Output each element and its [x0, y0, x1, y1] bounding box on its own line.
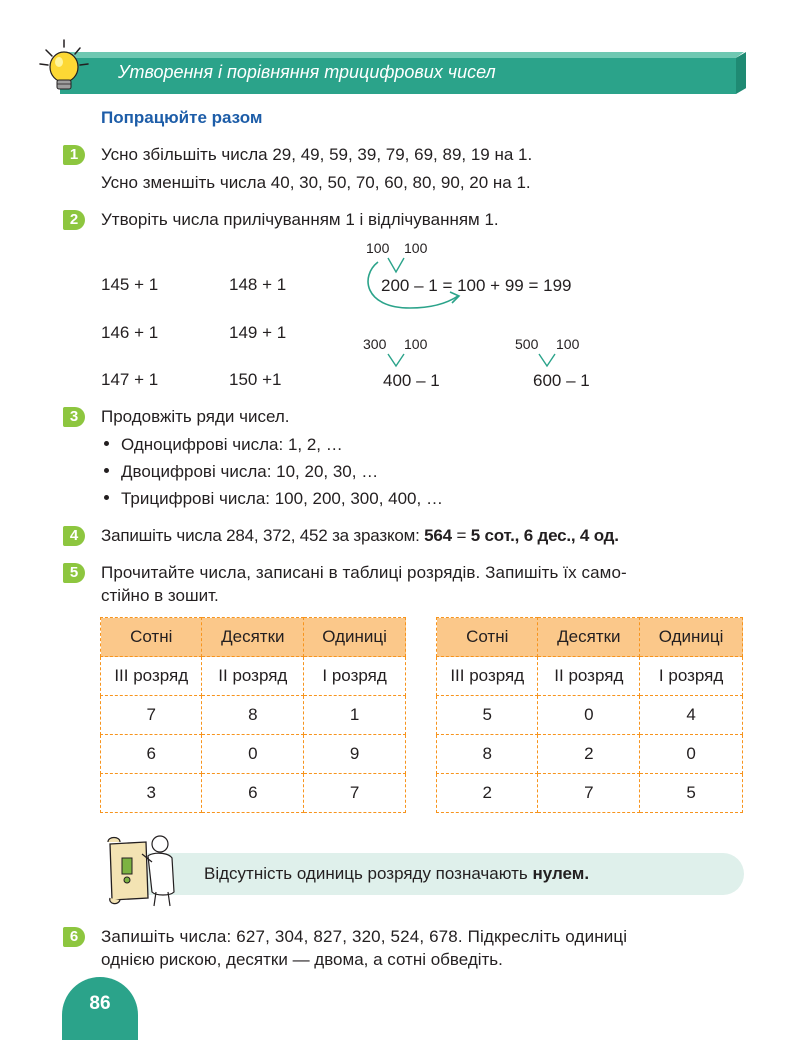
rank-cell: II розряд	[202, 657, 304, 696]
ex3-expression: 600 – 1	[533, 371, 590, 390]
lightbulb-icon	[34, 36, 94, 96]
task-1-line-1: Усно збільшіть числа 29, 49, 59, 39, 79, 69, 89, 19 на 1.	[101, 145, 533, 164]
banner-side-face	[736, 52, 746, 94]
digit-cell: 5	[640, 774, 743, 813]
task-2-number: 2	[63, 210, 85, 230]
header-hundreds: Сотні	[101, 618, 202, 657]
header-units: Одиниці	[304, 618, 406, 657]
task-5-line-1: Прочитайте числа, записані в таблиці розрядів. Запишіть їх само-	[101, 563, 627, 582]
table-row	[101, 774, 406, 813]
task-6-line-2: однією рискою, десятки — двома, а сотні обведіть.	[101, 950, 503, 969]
ex2-part-2: 100	[404, 336, 428, 352]
task-1-number: 1	[63, 145, 85, 165]
digit-cell: 1	[304, 696, 406, 735]
digit-cell: 2	[437, 774, 538, 813]
ex3-split-lines	[535, 352, 565, 370]
table-rank-row	[437, 657, 743, 696]
ex2-split-lines	[384, 352, 414, 370]
table-row	[101, 735, 406, 774]
digits-table-2	[436, 617, 743, 813]
digit-cell: 0	[202, 735, 304, 774]
task-2-expr-5: 147 + 1	[101, 370, 159, 389]
rank-cell: I розряд	[304, 657, 406, 696]
bullet-icon	[104, 495, 109, 500]
digit-cell: 0	[640, 735, 743, 774]
sample-equation: 200 – 1 = 100 + 99 = 199	[381, 276, 572, 295]
table-rank-row	[101, 657, 406, 696]
task-3-bullet-3: Трицифрові числа: 100, 200, 300, 400, …	[104, 489, 443, 509]
header-tens: Десятки	[538, 618, 640, 657]
task-1-line-2: Усно зменшіть числа 40, 30, 50, 70, 60, 80, 90, 20 на 1.	[101, 173, 531, 192]
chapter-title: Утворення і порівняння трицифрових чисел	[118, 62, 496, 82]
header-tens: Десятки	[202, 618, 304, 657]
bullet-icon	[104, 468, 109, 473]
digit-cell: 8	[202, 696, 304, 735]
digit-cell: 7	[304, 774, 406, 813]
digit-cell: 2	[538, 735, 640, 774]
header-units: Одиниці	[640, 618, 743, 657]
table-row	[101, 696, 406, 735]
digit-cell: 9	[304, 735, 406, 774]
bullet-icon	[104, 441, 109, 446]
sample-part-2: 100	[404, 240, 428, 256]
rank-cell: II розряд	[538, 657, 640, 696]
section-title: Попрацюйте разом	[101, 108, 263, 127]
digit-cell: 5	[437, 696, 538, 735]
table-row	[437, 774, 743, 813]
rule-note-text: Відсутність одиниць розряду позначають нулем.	[204, 864, 590, 883]
sample-part-1: 100	[366, 240, 390, 256]
rule-note-box	[148, 853, 744, 895]
rank-cell: III розряд	[101, 657, 202, 696]
task-2-expr-6: 150 +1	[229, 370, 282, 389]
digit-cell: 8	[437, 735, 538, 774]
ex2-expression: 400 – 1	[383, 371, 440, 390]
table-header-row	[101, 618, 406, 657]
task-3-number: 3	[63, 407, 85, 427]
digit-cell: 6	[101, 735, 202, 774]
task-5-number: 5	[63, 563, 85, 583]
table-header-row	[437, 618, 743, 657]
digit-cell: 4	[640, 696, 743, 735]
task-6-number: 6	[63, 927, 85, 947]
task-2-expr-2: 148 + 1	[229, 275, 287, 294]
task-2-expr-4: 149 + 1	[229, 323, 287, 342]
digit-cell: 7	[538, 774, 640, 813]
rank-cell: III розряд	[437, 657, 538, 696]
task-2-text: Утворіть числа прилічуванням 1 і відлічуванням 1.	[101, 210, 499, 229]
task-6-line-1: Запишіть числа: 627, 304, 827, 320, 524, 678. Підкресліть одиниці	[101, 927, 628, 946]
header-hundreds: Сотні	[437, 618, 538, 657]
digit-cell: 0	[538, 696, 640, 735]
task-4-text: Запишіть числа 284, 372, 452 за зразком: 564 = 5 сот., 6 дес., 4 од.	[101, 526, 619, 545]
task-5-line-2: стійно в зошит.	[101, 586, 219, 605]
task-3-bullet-2: Двоцифрові числа: 10, 20, 30, …	[104, 462, 378, 482]
digit-cell: 7	[101, 696, 202, 735]
page-number: 86	[62, 977, 138, 1040]
scroll-character-icon	[100, 832, 182, 908]
table-row	[437, 735, 743, 774]
digit-cell: 6	[202, 774, 304, 813]
digits-table-1	[100, 617, 406, 813]
table-row	[437, 696, 743, 735]
task-4-number: 4	[63, 526, 85, 546]
ex3-part-2: 100	[556, 336, 580, 352]
digit-cell: 3	[101, 774, 202, 813]
ex3-part-1: 500	[515, 336, 539, 352]
task-2-expr-3: 146 + 1	[101, 323, 159, 342]
chapter-banner	[60, 52, 746, 96]
task-3-bullet-1: Одноцифрові числа: 1, 2, …	[104, 435, 343, 455]
ex2-part-1: 300	[363, 336, 387, 352]
rank-cell: I розряд	[640, 657, 743, 696]
task-3-text: Продовжіть ряди чисел.	[101, 407, 290, 426]
task-2-expr-1: 145 + 1	[101, 275, 159, 294]
